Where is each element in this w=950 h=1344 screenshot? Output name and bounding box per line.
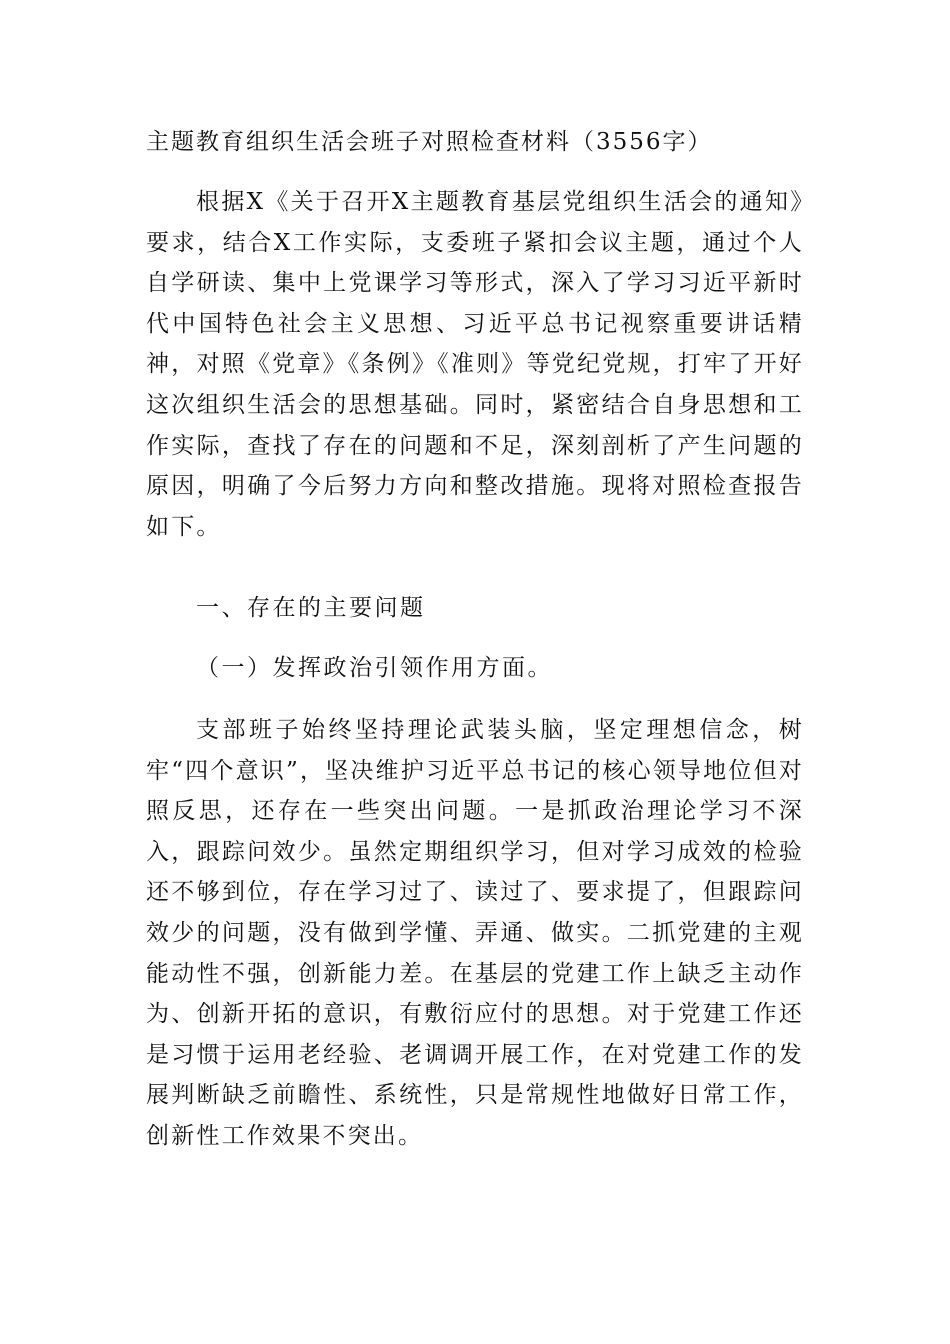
subsection-heading-political-leadership: （一）发挥政治引领作用方面。 [196,655,553,681]
section-heading-problems: 一、存在的主要问题 [196,595,426,621]
intro-paragraph: 根据X《关于召开X主题教育基层党组织生活会的通知》要求，结合X工作实际，支委班子紧扣会议主题，通过个人自学研读、集中上党课学习等形式，深入了学习习近平新时代中国特色社会主义思想、习近平总书记视察重要讲话精神，对照《党章》《条例》《准则》等党纪党规，打牢了开好这次组织生活会的思想基础。同时，紧密结合自身思想和工作实际，查找了存在的问题和不足，深刻剖析了产生问题的原因，明确了今后努力方向和整改措施。现将对照检查报告如下。 [146,189,804,540]
political-leadership-paragraph: 支部班子始终坚持理论武装头脑，坚定理想信念，树牢“四个意识”，坚决维护习近平总书记的核心领导地位但对照反思，还存在一些突出问题。一是抓政治理论学习不深入，跟踪问效少。虽然定期组织学习，但对学习成效的检验还不够到位，存在学习过了、读过了、要求提了，但跟踪问效少的问题，没有做到学懂、弄通、做实。二抓党建的主观能动性不强，创新能力差。在基层的党建工作上缺乏主动作为、创新开拓的意识，有敷衍应付的思想。对于党建工作还是习惯于运用老经验、老调调开展工作，在对党建工作的发展判断缺乏前瞻性、系统性，只是常规性地做好日常工作，创新性工作效果不突出。 [146,717,804,1149]
document-title: 主题教育组织生活会班子对照检查材料（3556字） [146,129,713,155]
